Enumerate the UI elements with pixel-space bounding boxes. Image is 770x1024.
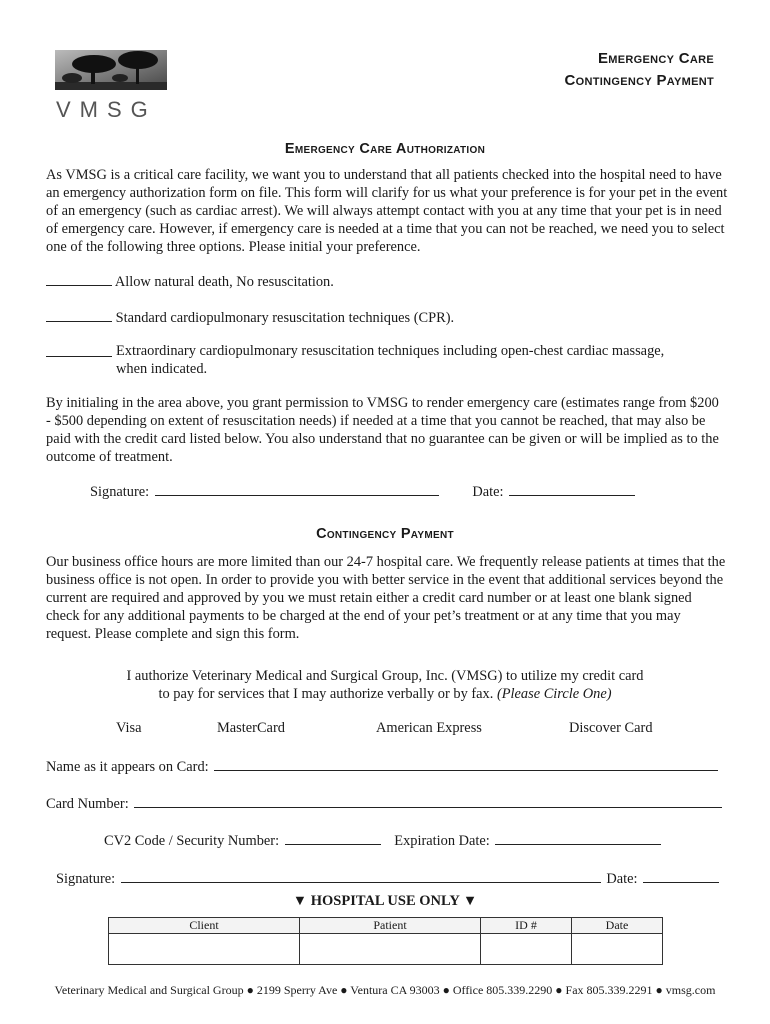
card-option-discover[interactable]: Discover Card bbox=[569, 720, 653, 736]
initial-field-extraordinary-cpr[interactable] bbox=[46, 342, 112, 357]
card-number-field[interactable] bbox=[134, 793, 722, 808]
option-label: Standard cardiopulmonary resuscitation techniques (CPR). bbox=[115, 310, 455, 326]
contingency-signature-row bbox=[56, 868, 736, 888]
option-natural-death bbox=[46, 271, 726, 291]
authorization-signature-field[interactable] bbox=[155, 481, 439, 496]
expiration-field[interactable] bbox=[495, 830, 661, 845]
cv2-field[interactable] bbox=[285, 830, 381, 845]
authorization-intro: As VMSG is a critical care facility, we want you to understand that all patients checked into the hospital need to have an emergency authorization form on file. This form will clarify for us what your preference is for your pet in the event of an emergency (such as cardiac arrest). We will always attempt contact with you at any time that your pet is in need of emergency care. However, if emergency care is needed at a time that you can not be reached, we need you to select one of the following three options. Please initial your preference. bbox=[46, 167, 728, 255]
option-standard-cpr bbox=[46, 307, 726, 327]
column-client: Client bbox=[109, 918, 300, 934]
expiration-label: Expiration Date: bbox=[394, 833, 490, 849]
name-on-card-label: Name as it appears on Card: bbox=[46, 759, 209, 775]
option-label: Allow natural death, No resuscitation. bbox=[114, 274, 334, 290]
card-number-row bbox=[46, 793, 736, 813]
date-cell[interactable] bbox=[572, 934, 663, 965]
contingency-signature-field[interactable] bbox=[121, 868, 601, 883]
initial-field-standard-cpr[interactable] bbox=[46, 307, 112, 322]
logo-tree-icon bbox=[50, 44, 172, 94]
authorize-text: to pay for services that I may authorize verbally or by fax. bbox=[158, 686, 494, 702]
column-id: ID # bbox=[481, 918, 572, 934]
table-header-row bbox=[109, 918, 663, 934]
contingency-heading: Contingency Payment bbox=[316, 526, 454, 542]
signature-label: Signature: bbox=[90, 484, 150, 500]
authorization-signature-row bbox=[90, 481, 690, 501]
authorize-statement-line1: I authorize Veterinary Medical and Surgical Group, Inc. (VMSG) to utilize my credit card bbox=[126, 668, 644, 684]
option-label: Extraordinary cardiopulmonary resuscitation techniques including open-chest cardiac massage, when indicated. bbox=[116, 343, 665, 377]
signature-label: Signature: bbox=[56, 871, 116, 887]
hospital-use-heading: ▼ HOSPITAL USE ONLY ▼ bbox=[292, 893, 478, 909]
id-cell[interactable] bbox=[481, 934, 572, 965]
date-label: Date: bbox=[606, 871, 638, 887]
hospital-use-table bbox=[108, 917, 663, 965]
contingency-date-field[interactable] bbox=[643, 868, 719, 883]
authorization-consent: By initialing in the area above, you grant permission to VMSG to render emergency care (estimates range from $200 - $500 depending on extent of resuscitation needs) if needed at a time that you cannot be reached, that may also be paid with the credit card listed below. You also understand that no guarantee can be given or will be implied as to the outcome of treatment. bbox=[46, 395, 719, 465]
contingency-intro: Our business office hours are more limited than our 24-7 hospital care. We frequently release patients at times that the business office is not open. In order to provide you with better service in the event that additional services beyond the current are required and approved by you we must retain either a credit card number or at least one blank signed check for any additional payments to be charged at the end of your pet’s treatment or at any time that you may request. Please complete and sign this form. bbox=[46, 554, 726, 642]
logo bbox=[50, 44, 172, 122]
column-patient: Patient bbox=[300, 918, 481, 934]
logo-text: VMSG bbox=[56, 97, 157, 122]
card-number-label: Card Number: bbox=[46, 796, 129, 812]
name-on-card-field[interactable] bbox=[214, 756, 718, 771]
cv2-expiration-row bbox=[104, 830, 724, 850]
form-title-line1: Emergency Care bbox=[598, 50, 714, 67]
initial-field-natural-death[interactable] bbox=[46, 271, 112, 286]
authorization-heading: Emergency Care Authorization bbox=[284, 141, 486, 157]
authorization-date-field[interactable] bbox=[509, 481, 635, 496]
name-on-card-row bbox=[46, 756, 736, 776]
card-option-amex[interactable]: American Express bbox=[376, 720, 482, 736]
option-extraordinary-cpr bbox=[46, 342, 726, 378]
patient-cell[interactable] bbox=[300, 934, 481, 965]
card-option-visa[interactable]: Visa bbox=[116, 720, 142, 736]
footer-contact: Veterinary Medical and Surgical Group ● 2199 Sperry Ave ● Ventura CA 93003 ● Office 805.339.2290 ● Fax 805.339.2291 ● vmsg.com bbox=[54, 983, 716, 997]
cv2-label: CV2 Code / Security Number: bbox=[104, 833, 280, 849]
column-date: Date bbox=[572, 918, 663, 934]
card-option-mastercard[interactable]: MasterCard bbox=[217, 720, 285, 736]
authorize-statement-line2 bbox=[0, 685, 770, 703]
table-row bbox=[109, 934, 663, 965]
form-title-line2: Contingency Payment bbox=[564, 72, 714, 89]
client-cell[interactable] bbox=[109, 934, 300, 965]
circle-one-note: (Please Circle One) bbox=[496, 686, 612, 702]
date-label: Date: bbox=[472, 484, 504, 500]
